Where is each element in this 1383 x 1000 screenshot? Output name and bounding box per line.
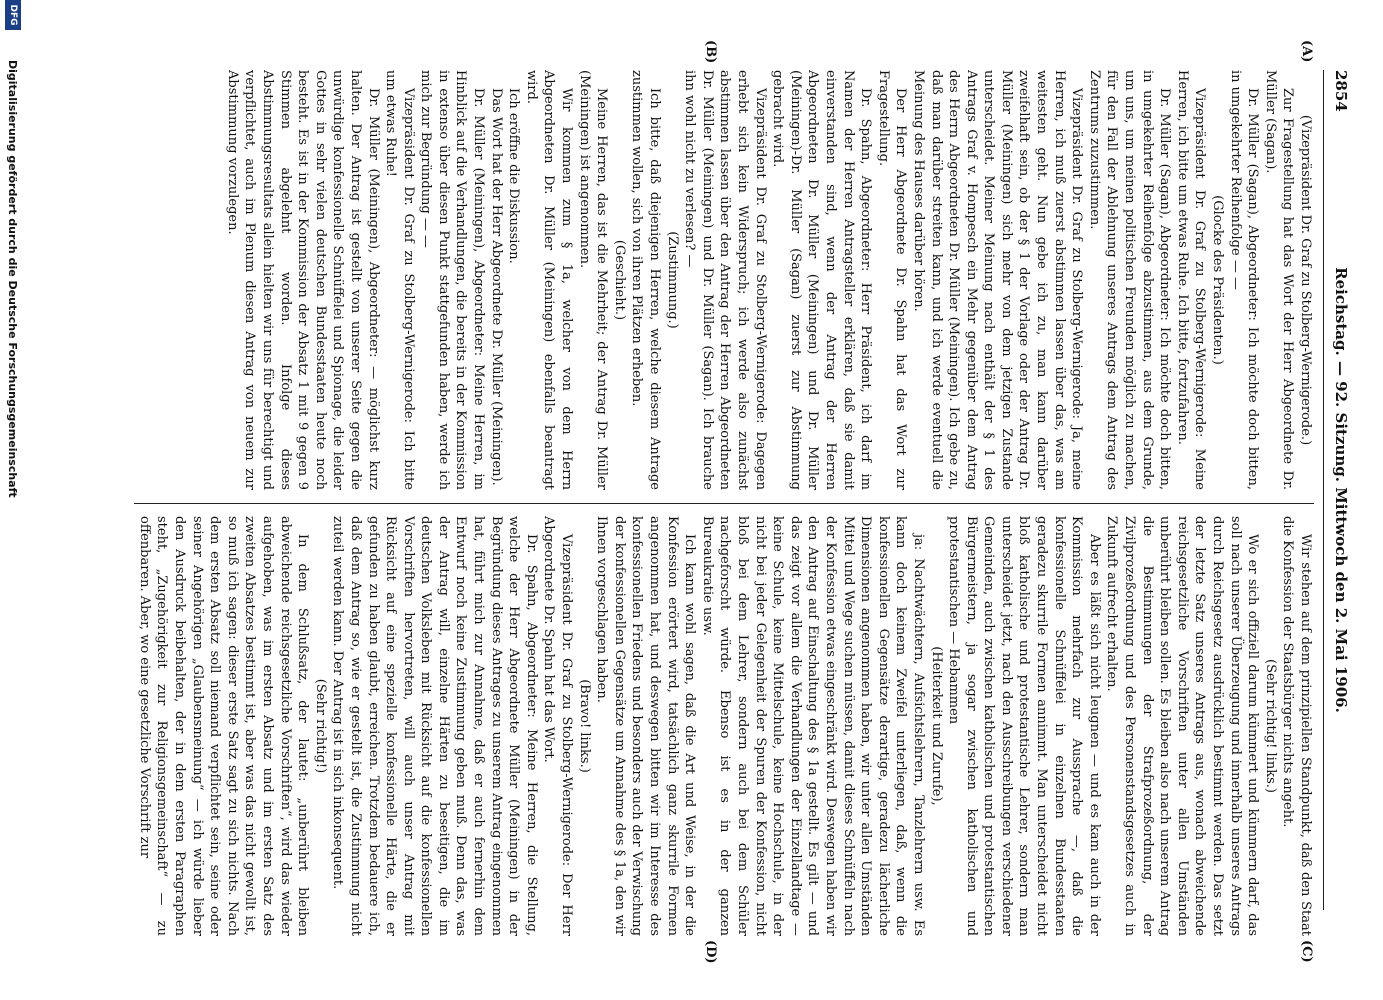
page-header [1323, 70, 1350, 910]
paragraph: (Bravo! links.) [576, 679, 592, 773]
paragraph: Dr. Müller (Sagan), Abgeordneter: Ich möchte doch bitten, in umgekehrter Reihenfolge abzustimmen, aus dem Grunde, um uns, um meinen politischen Freunden möglich zu machen, für den Fall der Ablehnung unseres Antrags dem Antrag des Zentrums zuzustimmen. [1086, 70, 1173, 490]
paragraph: (Geschieht.) [611, 239, 627, 321]
paragraph: Wo er sich offiziell darum kümmert und kümmern darf, das soll nach unserer Überzeugung und innerhalb unseres Antrags durch Reichsgesetz ausdrücklich bestimmt werden. Das setzt der letzte Satz unseres Antrags aus, wonach abweichende reichsgesetzliche Vorschriften unter allen Umständen unberührt bleiben sollen. Es bleiben also nach unserem Antrag die Bestimmungen der Strafprozeßordnung, der Zivilprozeßordnung und des Personenstandsgesetzes auch in Zukunft aufrecht erhalten. [1104, 516, 1261, 936]
paragraph: (Zustimmung.) [664, 231, 680, 329]
paragraph: Vizepräsident Dr. Graf zu Stolberg-Wernigerode: Der Herr Abgeordnete Dr. Spahn hat das Wort. [541, 516, 575, 936]
page-number: 2854 [1332, 70, 1350, 112]
paragraph: Das Wort hat der Herr Abgeordnete Dr. Müller (Meiningen). [488, 88, 504, 486]
paragraph: Zur Fragestellung hat das Wort der Herr Abgeordnete Dr. Müller (Sagan). [1262, 70, 1296, 490]
paragraph: (Sehr richtig!) [312, 678, 328, 774]
document-page [43, 40, 1358, 970]
paragraph: Ich bitte, daß diejenigen Herren, welche diesem Antrage zustimmen wollen, sich von ihren Plätzen erheben. [629, 70, 663, 490]
page-title: Reichstag. — 92. Sitzung. Mittwoch den 2. Mai 1906. [1332, 267, 1350, 713]
left-column [59, 70, 1314, 490]
paragraph: Vizepräsident Dr. Graf zu Stolberg-Wernigerode: Ja, meine Herren, ich muß zuerst abstimmen lassen über das, was am weitesten geht. Nun gebe ich zu, man kann darüber zweifelhaft sein, ob der § 1 der Vorlage oder der Antrag Dr. Müller (Meiningen) sich mehr von dem jetzigen Zustande unterscheidet. Meiner Meinung nach enthält der § 1 des Antrags Graf v. Hompesch ein Mehr gegenüber dem Antrag des Herrn Abgeordneten Dr. Müller (Meiningen). Ich gebe zu, daß man darüber streiten kann, und ich werde eventuell die Meinung des Hauses darüber hören. [910, 70, 1085, 490]
footer [1, 0, 23, 1000]
margin-mark-c: (C) [1299, 940, 1314, 963]
margin-mark-d: (D) [703, 940, 718, 964]
dfg-logo: DFG [5, 0, 21, 30]
paragraph: Vizepräsident Dr. Graf zu Stolberg-Wernigerode: Dagegen erhebt sich kein Widerspruch; ich werde also zunächst abstimmen lassen über den Antrag der Herren Abgeordneten Dr. Müller (Meiningen) und Dr. Müller (Sagan). Ich brauche ihn wohl nicht zu verlesen? — [682, 70, 768, 490]
paragraph: (Heiterkeit und Zurufe), [928, 646, 944, 806]
paragraph: ja: Nachtwächtern, Aufsichtslehrern, Tanzlehrern usw. Es kann doch keinem Zweifel unterliegen, daß, wenn die konfessionellen Gegensätze derartige, geradezu lächerliche Dimensionen angenommen haben, wir unter allen Umständen Mittel und Wege suchen müssen, damit dieses Schnüffeln nach der Konfession etwas eingeschränkt wird. Deswegen haben wir den Antrag auf Einschaltung des § 1a gestellt. Es gilt — und das zeigt vor allem die Verhandlungen der Einzellandtage — keine Schule, keine Mittelschule, keine Hochschule, in der nicht bei jeder Gelegenheit der Spuren der Konfession, nicht bloß bei dem Lehrer, sondern auch bei dem Schüler nachgeforscht würde. Ebenso ist es in der ganzen Bureaukratie usw. [699, 516, 926, 936]
paragraph: Wir stehen auf dem prinzipiellen Standpunkt, daß den Staat die Konfession der Staatsbürger nichts angeht. [1280, 516, 1313, 936]
paragraph: (Vizepräsident Dr. Graf zu Stolberg-Wernigerode.) [1298, 114, 1313, 446]
paragraph: In dem Schlußsatz, der lautet: „unberührt bleiben abweichende reichsgesetzliche Vorschriften“, wird das wieder aufgehoben, was im ersten Absatz und im ersten Satz des zweiten Absatzes bestimmt ist, aber was das nicht gewollt ist, so muß ich sagen: dieser erste Satz sagt zu sich nichts. Nach dem ersten Absatz soll niemand verpflichtet sein, seine oder seiner Angehörigen „Glaubensmeinung“ — ich würde lieber den Ausdruck beibehalten, der in dem ersten Paragraphen steht, „Zugehörigkeit zur Religionsgemeinschaft“ — zu offenbaren. Aber, wo eine gesetzliche Vorschrift zur [136, 516, 311, 936]
paragraph: Vizepräsident Dr. Graf zu Stolberg-Wernigerode: Ich bitte um etwas Ruhe! [383, 70, 416, 490]
margin-mark-b: (B) [703, 40, 718, 64]
column-divider [134, 503, 1314, 504]
right-column [59, 516, 1314, 936]
paragraph: Dr. Spahn, Abgeordneter: Meine Herren, die Stellung, welche der Herr Abgeordnete Müller (Meiningen) in der Begründung dieses Antrages zu unserem Antrag eingenommen hat, führt mich zur Annahme, daß er auch fernerhin dem Entwurf noch keine Zustimmung geben muß. Denn das, was der Antrag will, einzelne Härten zu beseitigen, die im deutschen Volksleben mit Rücksicht auf die konfessionellen Vorschriften hervortreten, will auch unser Antrag mit Rücksicht auf eine spezielle konfessionelle Härte, die er gefunden zu haben glaubt, erreichen. Trotzdem bedauere ich, daß dem Antrag so, wie er gestellt ist, die Zustimmung nicht zuteil werden kann. Der Antrag ist in sich inkonsequent. [330, 516, 539, 936]
paragraph: (Sehr richtig! links.) [1262, 659, 1278, 793]
margin-mark-a: (A) [1299, 40, 1314, 63]
paragraph: Dr. Müller (Meiningen), Abgeordneter: — möglichst kurz halten. Der Antrag ist gestellt von unserer Seite gegen die unwürdige konfessionelle Schnüffelei und Spionage, die leider Gottes in sehr vielen deutschen Bundesstaaten heute noch besteht. Es ist in der Kommission der Absatz 1 mit 9 gegen 9 Stimmen abgelehnt worden. Infolge dieses Abstimmungsresultats allein hielten wir uns für berechtigt und verpflichtet, auch im Plenum diesen Antrag von neuem zur Abstimmung vorzulegen. [224, 70, 381, 490]
paragraph: Wir kommen zum § 1a, welcher von dem Herrn Abgeordneten Dr. Müller (Meiningen) ebenfalls beantragt wird. [523, 70, 575, 490]
paragraph: Dr. Müller (Meiningen), Abgeordneter: Meine Herren, im Hinblick auf die Verhandlungen, die bereits in der Kommission in extenso über diesen Punkt stattgefunden haben, werde ich mich zur Begründung — — [418, 70, 487, 490]
footer-text: Digitalisierung gefördert durch die Deutsche Forschungsgemeinschaft [6, 60, 19, 498]
paragraph: Aber es läßt sich nicht leugnen — und es kam auch in der Kommission mehrfach zur Aussprache —, daß die konfessionelle Schnüffelei in einzelnen Bundesstaaten geradezu skurrile Formen annimmt. Man unterscheidet nicht bloß katholische und protestantische Lehrer, sondern man unterscheidet jetzt, nach den Ausschreibungen verschiedener Gemeinden, auch zwischen katholischen und protestantischen Bürgermeistern, ja sogar zwischen katholischen und protestantischen — Hebammen [946, 516, 1102, 936]
paragraph: Meine Herren, das ist die Mehrheit; der Antrag Dr. Müller (Meiningen) ist angenommen. [576, 70, 610, 490]
paragraph: Dr. Spahn, Abgeordneter: Herr Präsident, ich darf im Namen der Herren Antragsteller erklären, daß sie damit einverstanden sind, wenn der Antrag der Herren Abgeordneten Dr. Müller (Meiningen) und Dr. Müller (Meiningen)-Dr. Müller (Sagan) zuerst zur Abstimmung gebracht wird. [770, 70, 874, 490]
paragraph: Ich eröffne die Diskussion. [506, 88, 522, 264]
paragraph: Dr. Müller (Sagan), Abgeordneter: Ich möchte doch bitten, in umgekehrter Reihenfolge — — [1227, 70, 1261, 490]
paragraph: Ich kann wohl sagen, daß die Art und Weise, in der die Konfession erörtert wird, tatsächlich ganz skurrile Formen angenommen hat, und deswegen bitten wir im Interesse des konfessionellen Friedens und besonders auch der Verwischung der konfessionellen Gegensätze um Annahme des § 1a, den wir Ihnen vorgeschlagen haben. [594, 516, 698, 936]
paragraph: Vizepräsident Dr. Graf zu Stolberg-Wernigerode: Meine Herren, ich bitte um etwas Ruhe. Ich bitte, fortzufahren. [1174, 70, 1208, 490]
paragraph: (Glocke des Präsidenten.) [1210, 195, 1226, 365]
paragraph: Der Herr Abgeordnete Dr. Spahn hat das Wort zur Fragestellung. [875, 70, 909, 490]
